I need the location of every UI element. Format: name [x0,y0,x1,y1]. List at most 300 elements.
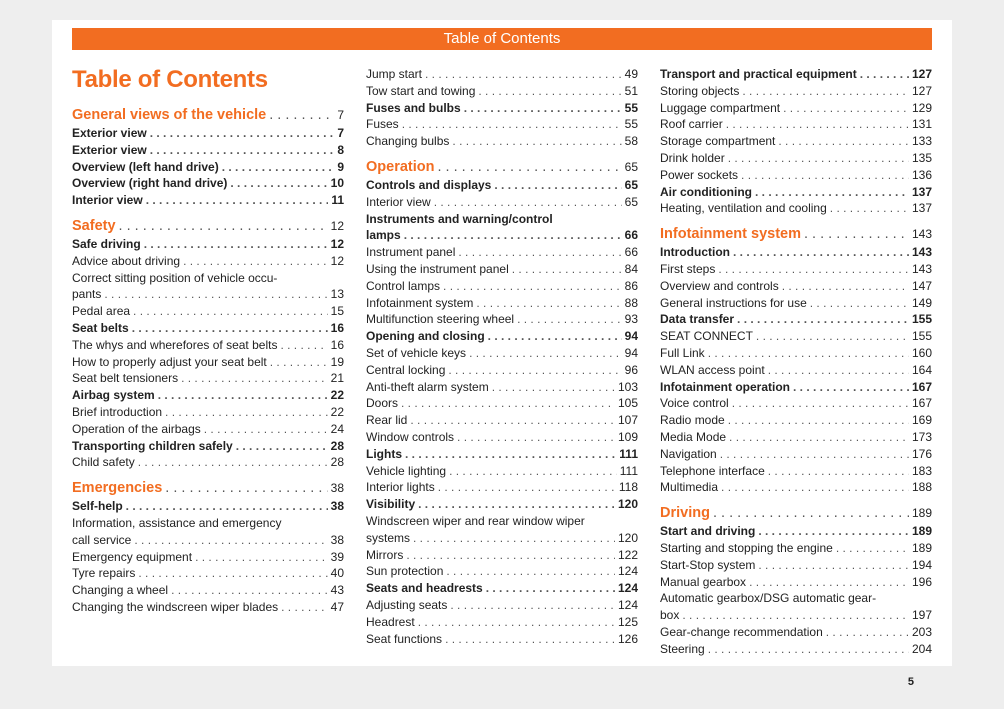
dot-leader [402,116,622,133]
toc-entry-label: How to properly adjust your seat belt [72,354,267,369]
toc-entry-label: General views of the vehicle [72,107,267,123]
toc-entry [366,345,638,362]
dot-leader [721,479,909,496]
dot-leader [138,454,328,471]
toc-entry-page: 136 [911,167,932,182]
toc-entry [72,498,344,515]
toc-entry-label: Infotainment system [660,226,801,243]
toc-entry-page: 167 [911,396,932,411]
toc-entry-label: lamps [366,228,401,243]
toc-entry [660,184,932,201]
dot-leader [768,463,909,480]
toc-entry-label: Storage compartment [660,134,776,149]
toc-entry-label: Exterior view [72,142,147,157]
toc-entry-label: Advice about driving [72,253,181,268]
toc-entry-page: 93 [624,312,638,327]
toc-entry-label: General instructions for use [660,295,807,310]
toc-entry [366,244,638,261]
toc-entry [366,547,638,564]
toc-entry-label: Power sockets [660,167,739,182]
header-title: Table of Contents [443,30,561,47]
toc-entry [660,574,932,591]
toc-entry [72,370,344,387]
toc-entry-label: Set of vehicle keys [366,345,467,360]
toc-section-heading [660,504,932,523]
dot-leader [150,142,335,159]
dot-leader [150,125,335,142]
toc-entry-label: Airbag system [72,388,155,403]
toc-entry-label: Air conditioning [660,184,752,199]
toc-entry-page: 167 [911,379,932,394]
toc-entry-page: 111 [619,463,638,478]
toc-entry-page: 125 [617,614,638,629]
toc-entry-label: Changing a wheel [72,583,169,598]
toc-entry-label: Instruments and warning/control [366,211,553,226]
toc-entry [72,303,344,320]
toc-entry-page: 189 [911,540,932,555]
toc-entry [366,530,638,547]
toc-entry-label: First steps [660,261,716,276]
toc-entry-label: Seat belts [72,320,129,335]
toc-entry [660,557,932,574]
toc-entry [72,532,344,549]
toc-entry-page: 120 [617,497,638,512]
dot-leader [443,278,622,295]
toc-entry [660,133,932,150]
dot-leader [778,133,909,150]
toc-entry [72,354,344,371]
toc-entry-label: Emergency equipment [72,549,193,564]
toc-entry-page: 13 [330,287,344,302]
toc-entry-label: Doors [366,396,399,411]
toc-entry-label: Driving [660,505,710,522]
toc-entry-page: 196 [911,574,932,589]
dot-leader [204,421,328,438]
dot-leader [768,362,909,379]
toc-entry-page: 122 [617,547,638,562]
toc-entry-page: 103 [617,379,638,394]
toc-entry [366,614,638,631]
dot-leader [457,429,615,446]
toc-entry [660,641,932,658]
toc-entry [72,404,344,421]
toc-entry [366,429,638,446]
dot-leader [720,446,909,463]
toc-entry [366,463,638,480]
toc-entry-label: The whys and wherefores of seat belts [72,337,278,352]
toc-entry-label: Luggage compartment [660,100,781,115]
toc-entry-page: 127 [911,83,932,98]
toc-entry-page: 137 [911,184,932,199]
toc-entry [660,345,932,362]
toc-entry [366,496,638,513]
toc-entry-label: Correct sitting position of vehicle occu- [72,270,278,285]
toc-entry [660,66,932,83]
toc-entry-page: 105 [617,396,638,411]
dot-leader [512,261,622,278]
dot-leader [488,328,622,345]
toc-entry-label: Voice control [660,396,729,411]
dot-leader [741,167,909,184]
toc-entry-page: 15 [330,304,344,319]
toc-entry-page: 66 [624,228,638,243]
toc-entry-page: 16 [330,337,344,352]
dot-leader [726,116,909,133]
dot-leader [406,547,615,564]
toc-entry-label: Multifunction steering wheel [366,312,515,327]
dot-leader [733,244,909,261]
toc-entry-label: Controls and displays [366,177,492,192]
dot-leader [404,227,622,244]
toc-entry-page: 107 [617,413,638,428]
dot-leader [171,582,328,599]
toc-entry-label: Operation [366,158,435,175]
dot-leader [138,565,327,582]
toc-entry-page: 189 [911,506,932,521]
toc-entry [366,580,638,597]
toc-entry-label: Fuses and bulbs [366,100,461,115]
toc-entry [72,549,344,566]
toc-entry-page: 51 [624,83,638,98]
toc-entry [660,116,932,133]
toc-entry-page: 155 [911,312,932,327]
dot-leader [728,412,909,429]
dot-leader [401,395,615,412]
toc-entry-page: 7 [337,108,344,122]
dot-leader [782,278,909,295]
toc-entry-label: Anti-theft alarm system [366,379,489,394]
toc-entry [366,379,638,396]
toc-entry-label: Changing bulbs [366,134,450,149]
toc-entry-page: 21 [330,371,344,386]
toc-entry [366,261,638,278]
toc-entry-label: systems [366,530,411,545]
toc-entry-page: 12 [330,253,344,268]
dot-leader [270,354,328,371]
toc-entry-label: Changing the windscreen wiper blades [72,599,279,614]
toc-entry-page: 147 [911,278,932,293]
toc-entry-label: Tow start and towing [366,83,476,98]
dot-leader [742,83,909,100]
toc-entry-page: 169 [911,413,932,428]
toc-entry-page: 24 [330,421,344,436]
toc-entry-label: Interior lights [366,480,435,495]
dot-leader [195,549,328,566]
toc-entry-label: Seats and headrests [366,581,483,596]
toc-entry-label: Jump start [366,67,423,81]
dot-leader [146,192,329,209]
toc-section-heading [366,158,638,177]
dot-leader [165,479,327,498]
dot-leader [446,563,615,580]
toc-entry-label: Lights [366,446,402,461]
toc-entry-label: Child safety [72,455,135,470]
toc-entry-page: 111 [619,446,638,461]
toc-entry [660,167,932,184]
toc-entry [72,565,344,582]
toc-entry-page: 39 [330,549,344,564]
toc-entry-page: 28 [330,455,344,470]
dot-leader [758,557,909,574]
toc-column-2 [366,66,638,647]
dot-leader [434,194,622,211]
dot-leader [410,412,615,429]
toc-entry-label: Automatic gearbox/DSG automatic gear- [660,591,877,606]
toc-section-heading [72,479,344,498]
toc-entry-page: 203 [911,624,932,639]
toc-entry-page: 43 [330,583,344,598]
dot-leader [783,100,909,117]
toc-entry [72,515,344,532]
toc-entry-page: 124 [617,597,638,612]
toc-entry-label: Interior view [366,194,431,209]
toc-entry [366,100,638,117]
toc-entry-page: 11 [331,193,344,208]
toc-entry-label: Seat functions [366,631,443,646]
toc-entry-page: 10 [330,176,344,191]
toc-entry [366,66,638,83]
toc-entry [366,412,638,429]
toc-entry [72,236,344,253]
toc-entry-page: 183 [911,463,932,478]
dot-leader [119,217,328,236]
toc-entry [366,362,638,379]
toc-entry [660,200,932,217]
toc-entry-page: 164 [911,362,932,377]
toc-entry [660,379,932,396]
dot-leader [804,225,909,244]
toc-entry-page: 84 [624,261,638,276]
dot-leader [448,362,621,379]
toc-entry-page: 120 [617,530,638,545]
dot-leader [756,328,909,345]
toc-entry-page: 38 [330,499,344,514]
dot-leader [755,184,909,201]
dot-leader [476,295,621,312]
toc-entry [72,270,344,287]
toc-entry [366,83,638,100]
toc-entry [660,83,932,100]
toc-entry [72,159,344,176]
toc-entry-label: Operation of the airbags [72,421,201,436]
toc-entry [660,311,932,328]
toc-entry-page: 88 [624,295,638,310]
toc-entry-label: Exterior view [72,126,147,140]
toc-entry [660,607,932,624]
dot-leader [830,200,909,217]
toc-entry-label: Mirrors [366,547,404,562]
toc-entry-label: Full Link [660,345,705,360]
dot-leader [269,106,334,125]
toc-entry-label: Infotainment operation [660,379,790,394]
toc-entry [366,597,638,614]
toc-entry-page: 189 [911,524,932,539]
toc-entry-page: 143 [911,261,932,276]
toc-entry-label: Self-help [72,499,123,514]
toc-entry-label: Storing objects [660,83,740,98]
dot-leader [450,597,615,614]
dot-leader [682,607,909,624]
dot-leader [836,540,909,557]
toc-entry-label: Safety [72,217,116,234]
toc-entry-label: Information, assistance and emergency [72,515,282,530]
toc-entry-page: 204 [911,641,932,656]
toc-entry-label: Adjusting seats [366,597,448,612]
dot-leader [165,404,328,421]
toc-entry [660,412,932,429]
toc-entry [72,582,344,599]
toc-entry-page: 133 [911,134,932,149]
toc-entry [660,100,932,117]
toc-entry [660,278,932,295]
toc-entry-label: Data transfer [660,312,735,327]
toc-entry-label: Drink holder [660,150,725,165]
dot-leader [405,446,616,463]
toc-entry-page: 7 [337,126,344,140]
toc-entry [366,227,638,244]
dot-leader [478,83,621,100]
toc-entry-page: 137 [911,201,932,216]
toc-entry [72,599,344,616]
toc-entry [366,479,638,496]
dot-leader [758,523,909,540]
toc-entry-page: 109 [617,429,638,444]
dot-leader [517,311,622,328]
dot-leader [708,641,909,658]
toc-entry [660,328,932,345]
dot-leader [737,311,909,328]
toc-entry-page: 127 [911,67,932,81]
toc-entry-label: Gear-change recommendation [660,624,823,639]
toc-entry-page: 22 [330,404,344,419]
dot-leader [222,159,335,176]
toc-entry [660,523,932,540]
dot-leader [104,286,327,303]
toc-entry-label: Instrument panel [366,245,456,260]
dot-leader [133,303,328,320]
toc-entry [72,421,344,438]
toc-entry-page: 94 [624,345,638,360]
toc-entry-label: Multimedia [660,480,719,495]
toc-entry-page: 55 [624,117,638,132]
toc-entry-label: Heating, ventilation and cooling [660,201,827,216]
toc-entry-page: 143 [911,245,932,260]
dot-leader [713,504,909,523]
toc-entry-page: 194 [911,557,932,572]
toc-entry [72,320,344,337]
toc-entry-page: 96 [624,362,638,377]
dot-leader [732,395,909,412]
toc-entry-page: 173 [911,429,932,444]
toc-entry-label: pants [72,287,102,302]
toc-entry-label: Transporting children safely [72,438,233,453]
toc-entry [660,540,932,557]
toc-entry-page: 47 [330,599,344,614]
toc-entry-label: Starting and stopping the engine [660,540,833,555]
dot-leader [464,100,622,117]
toc-entry-label: Vehicle lighting [366,463,447,478]
dot-leader [492,379,615,396]
toc-entry [660,479,932,496]
dot-leader [280,337,327,354]
toc-entry [366,295,638,312]
dot-leader [181,370,328,387]
toc-entry-page: 155 [911,329,932,344]
toc-section-heading [660,225,932,244]
toc-entry-label: Rear lid [366,413,408,428]
toc-entry [72,454,344,471]
toc-entry-label: Introduction [660,245,730,260]
toc-entry-page: 49 [624,67,638,81]
toc-entry-label: Visibility [366,497,416,512]
toc-column-1 [72,106,344,616]
dot-leader [183,253,328,270]
toc-entry-label: Tyre repairs [72,566,136,581]
toc-entry-label: Seat belt tensioners [72,371,179,386]
toc-entry-page: 66 [624,245,638,260]
toc-entry [660,446,932,463]
toc-entry [660,261,932,278]
dot-leader [810,295,909,312]
dot-leader [458,244,621,261]
toc-column-3 [660,66,932,658]
toc-entry [660,624,932,641]
toc-entry [72,286,344,303]
toc-entry-page: 38 [330,532,344,547]
toc-entry-label: Headrest [366,614,415,629]
toc-entry-page: 135 [911,150,932,165]
dot-leader [126,498,328,515]
dot-leader [438,479,616,496]
toc-entry [72,125,344,142]
dot-leader [452,133,621,150]
toc-entry [660,244,932,261]
dot-leader [449,463,617,480]
document-page [52,20,952,688]
toc-entry-page: 129 [911,100,932,115]
toc-entry-page: 12 [330,218,344,233]
toc-entry-label: Telephone interface [660,463,765,478]
toc-section-heading [72,106,344,125]
dot-leader [860,66,909,83]
toc-entry [366,278,638,295]
toc-entry-page: 16 [330,320,344,335]
dot-leader [826,624,909,641]
toc-entry [366,513,638,530]
toc-entry-label: Media Mode [660,429,727,444]
dot-leader [230,175,327,192]
dot-leader [425,66,622,83]
toc-entry-page: 40 [330,566,344,581]
toc-entry-page: 149 [911,295,932,310]
toc-entry-label: Start and driving [660,524,756,539]
dot-leader [413,530,615,547]
toc-entry-page: 38 [330,481,344,496]
page-title: Table of Contents [72,66,268,93]
toc-entry-label: box [660,608,680,623]
toc-entry-page: 22 [330,388,344,403]
toc-entry-label: Start-Stop system [660,557,756,572]
toc-entry [366,116,638,133]
toc-entry-page: 8 [337,142,344,157]
dot-leader [729,429,909,446]
toc-entry-label: SEAT CONNECT [660,329,753,344]
toc-entry-label: Central locking [366,362,446,377]
dot-leader [749,574,909,591]
dot-leader [486,580,615,597]
toc-entry-page: 197 [911,608,932,623]
toc-entry-page: 124 [617,564,638,579]
